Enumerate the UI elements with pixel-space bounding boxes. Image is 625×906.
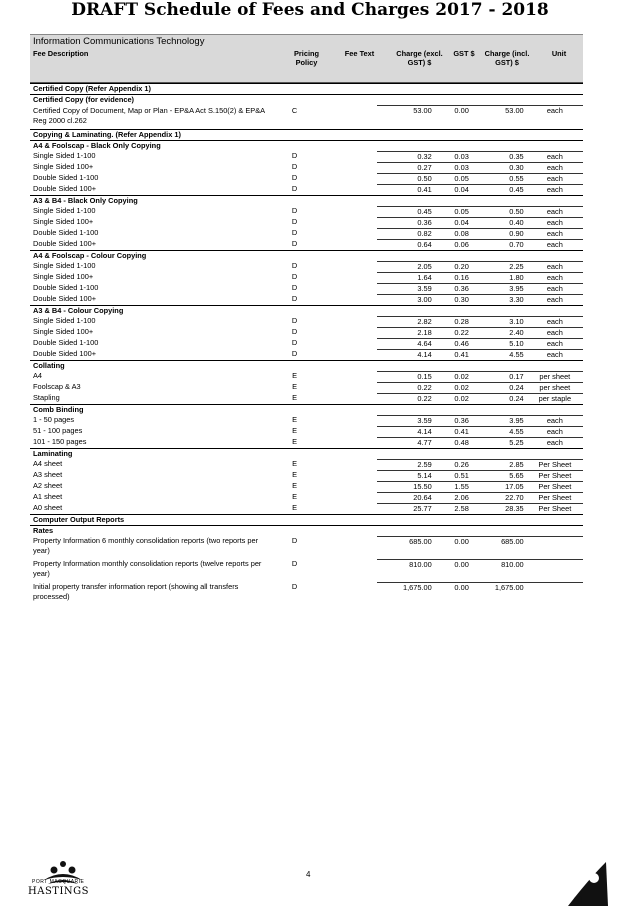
fee-text xyxy=(319,559,377,582)
charge-incl-gst: 1.80 xyxy=(472,272,527,283)
fee-row xyxy=(30,239,583,250)
charge-incl-gst: 0.70 xyxy=(472,239,527,250)
pricing-policy: D xyxy=(291,338,298,347)
charge-excl-gst: 685.00 xyxy=(377,536,435,559)
fee-row xyxy=(30,217,583,228)
charge-excl-gst: 0.15 xyxy=(377,371,435,382)
fee-text xyxy=(319,151,377,162)
charge-incl-gst: 810.00 xyxy=(472,559,527,582)
fee-description: Single Sided 100+ xyxy=(33,217,94,226)
subgroup-heading-row xyxy=(30,525,583,536)
unit: each xyxy=(527,437,583,448)
fee-text xyxy=(319,503,377,514)
fee-text xyxy=(319,481,377,492)
charge-excl-gst: 1,675.00 xyxy=(377,582,435,605)
charge-incl-gst: 1,675.00 xyxy=(472,582,527,605)
fee-text xyxy=(319,459,377,470)
fee-row xyxy=(30,536,583,559)
fee-description: Single Sided 1-100 xyxy=(33,151,96,160)
charge-excl-gst: 4.64 xyxy=(377,338,435,349)
pricing-policy: E xyxy=(292,382,298,391)
gst-amount: 0.02 xyxy=(435,393,472,404)
pricing-policy: D xyxy=(291,349,298,358)
charge-incl-gst: 53.00 xyxy=(472,106,527,130)
fee-text xyxy=(319,261,377,272)
fee-text xyxy=(319,371,377,382)
charge-excl-gst: 0.27 xyxy=(377,162,435,173)
fee-text xyxy=(319,327,377,338)
subgroup-heading-row xyxy=(30,360,583,371)
pricing-policy: D xyxy=(291,206,298,215)
unit: each xyxy=(527,415,583,426)
charge-excl-gst: 15.50 xyxy=(377,481,435,492)
fee-text xyxy=(319,184,377,195)
fee-description: Single Sided 100+ xyxy=(33,327,94,336)
fee-description: Foolscap & A3 xyxy=(33,382,81,391)
col-feetext-header: Fee Text xyxy=(344,49,375,58)
charge-excl-gst: 3.59 xyxy=(377,415,435,426)
fee-description: Stapling xyxy=(33,393,60,402)
fee-description: Property Information monthly consolidation reports (twelve reports per year) xyxy=(33,559,262,578)
charge-excl-gst: 0.22 xyxy=(377,382,435,393)
gst-amount: 0.03 xyxy=(435,162,472,173)
gst-amount: 2.06 xyxy=(435,492,472,503)
fee-description: A1 sheet xyxy=(33,492,63,501)
fee-description: A3 sheet xyxy=(33,470,63,479)
unit xyxy=(527,536,583,559)
fee-text xyxy=(319,162,377,173)
fee-description: Double Sided 100+ xyxy=(33,184,97,193)
gst-amount: 0.04 xyxy=(435,217,472,228)
unit: Per Sheet xyxy=(527,481,583,492)
fee-description: 1 - 50 pages xyxy=(33,415,75,424)
fee-text xyxy=(319,272,377,283)
col-excl-header: Charge (excl. GST) $ xyxy=(396,49,443,67)
pricing-policy: D xyxy=(291,173,298,182)
fee-text xyxy=(319,437,377,448)
charge-incl-gst: 3.95 xyxy=(472,415,527,426)
fee-description: A0 sheet xyxy=(33,503,63,512)
pricing-policy: D xyxy=(291,184,298,193)
fee-description: Single Sided 100+ xyxy=(33,162,94,171)
fee-text xyxy=(319,338,377,349)
fee-text xyxy=(319,173,377,184)
heading-label: Rates xyxy=(30,525,583,536)
fee-description: Initial property transfer information report (showing all transfers processed) xyxy=(33,582,239,601)
fee-row xyxy=(30,283,583,294)
gst-amount: 0.51 xyxy=(435,470,472,481)
section-title: Information Communications Technology xyxy=(30,34,583,48)
charge-excl-gst: 5.14 xyxy=(377,470,435,481)
fee-row xyxy=(30,459,583,470)
charge-excl-gst: 0.45 xyxy=(377,206,435,217)
pricing-policy: D xyxy=(291,261,298,270)
charge-incl-gst: 4.55 xyxy=(472,426,527,437)
charge-excl-gst: 0.50 xyxy=(377,173,435,184)
charge-excl-gst: 2.18 xyxy=(377,327,435,338)
gst-amount: 0.05 xyxy=(435,206,472,217)
heading-label: Computer Output Reports xyxy=(30,514,583,525)
charge-incl-gst: 17.05 xyxy=(472,481,527,492)
fee-text xyxy=(319,426,377,437)
fee-description: Double Sided 100+ xyxy=(33,349,97,358)
gst-amount: 0.03 xyxy=(435,151,472,162)
unit xyxy=(527,582,583,605)
subgroup-heading-row xyxy=(30,95,583,106)
group-heading-row xyxy=(30,129,583,140)
charge-incl-gst: 28.35 xyxy=(472,503,527,514)
fee-description: A2 sheet xyxy=(33,481,63,490)
charge-excl-gst: 0.32 xyxy=(377,151,435,162)
charge-incl-gst: 0.24 xyxy=(472,393,527,404)
charge-incl-gst: 0.30 xyxy=(472,162,527,173)
charge-incl-gst: 2.40 xyxy=(472,327,527,338)
charge-excl-gst: 1.64 xyxy=(377,272,435,283)
fee-row xyxy=(30,382,583,393)
fee-text xyxy=(319,349,377,360)
charge-incl-gst: 3.95 xyxy=(472,283,527,294)
pricing-policy: D xyxy=(291,217,298,226)
pricing-policy: D xyxy=(291,327,298,336)
gst-amount: 0.02 xyxy=(435,371,472,382)
fee-text xyxy=(319,316,377,327)
fee-description: Single Sided 1-100 xyxy=(33,206,96,215)
charge-incl-gst: 3.30 xyxy=(472,294,527,305)
charge-excl-gst: 2.05 xyxy=(377,261,435,272)
col-incl-header: Charge (incl. GST) $ xyxy=(484,49,530,67)
fee-text xyxy=(319,283,377,294)
charge-excl-gst: 3.00 xyxy=(377,294,435,305)
pricing-policy: E xyxy=(292,371,298,380)
charge-incl-gst: 0.35 xyxy=(472,151,527,162)
fee-text xyxy=(319,206,377,217)
gst-amount: 0.36 xyxy=(435,415,472,426)
fee-row xyxy=(30,206,583,217)
gst-amount: 0.26 xyxy=(435,459,472,470)
charge-excl-gst: 0.41 xyxy=(377,184,435,195)
unit: per sheet xyxy=(527,382,583,393)
gst-amount: 0.20 xyxy=(435,261,472,272)
unit: each xyxy=(527,184,583,195)
gst-amount: 0.00 xyxy=(435,106,472,130)
fee-row xyxy=(30,228,583,239)
fee-row xyxy=(30,393,583,404)
gst-amount: 0.06 xyxy=(435,239,472,250)
pricing-policy: D xyxy=(291,316,298,325)
heading-label: Comb Binding xyxy=(30,404,583,415)
charge-incl-gst: 4.55 xyxy=(472,349,527,360)
unit: each xyxy=(527,228,583,239)
unit: each xyxy=(527,217,583,228)
pricing-policy: E xyxy=(292,393,298,402)
fee-description: Double Sided 1-100 xyxy=(33,228,99,237)
col-policy-header: Pricing Policy xyxy=(293,49,320,67)
charge-incl-gst: 5.10 xyxy=(472,338,527,349)
unit: Per Sheet xyxy=(527,459,583,470)
unit: each xyxy=(527,162,583,173)
unit: each xyxy=(527,261,583,272)
subgroup-heading-row xyxy=(30,195,583,206)
charge-incl-gst: 2.25 xyxy=(472,261,527,272)
heading-label: Certified Copy (Refer Appendix 1) xyxy=(30,84,583,95)
subgroup-heading-row xyxy=(30,448,583,459)
heading-label: Laminating xyxy=(30,448,583,459)
charge-excl-gst: 0.22 xyxy=(377,393,435,404)
charge-excl-gst: 20.64 xyxy=(377,492,435,503)
fee-table xyxy=(30,83,583,605)
gst-amount: 0.41 xyxy=(435,426,472,437)
unit xyxy=(527,559,583,582)
subgroup-heading-row xyxy=(30,250,583,261)
pricing-policy: D xyxy=(291,162,298,171)
pricing-policy: D xyxy=(291,582,298,591)
unit: each xyxy=(527,106,583,130)
page-number: 4 xyxy=(306,870,311,879)
pricing-policy: E xyxy=(292,426,298,435)
charge-incl-gst: 2.85 xyxy=(472,459,527,470)
fee-row xyxy=(30,481,583,492)
fee-text xyxy=(319,470,377,481)
pricing-policy: D xyxy=(291,283,298,292)
pricing-policy: D xyxy=(291,294,298,303)
fee-text xyxy=(319,492,377,503)
fee-row xyxy=(30,184,583,195)
fee-row xyxy=(30,492,583,503)
fee-row xyxy=(30,327,583,338)
fee-row xyxy=(30,272,583,283)
fee-description: Single Sided 1-100 xyxy=(33,316,96,325)
pricing-policy: E xyxy=(292,437,298,446)
gst-amount: 2.58 xyxy=(435,503,472,514)
unit: each xyxy=(527,283,583,294)
charge-incl-gst: 0.90 xyxy=(472,228,527,239)
fee-description: Double Sided 100+ xyxy=(33,294,97,303)
charge-incl-gst: 0.40 xyxy=(472,217,527,228)
corner-decoration-icon xyxy=(548,860,608,906)
gst-amount: 0.48 xyxy=(435,437,472,448)
fee-description: Double Sided 1-100 xyxy=(33,338,99,347)
col-gst-header: GST $ xyxy=(453,49,475,58)
fee-row xyxy=(30,470,583,481)
fee-row xyxy=(30,559,583,582)
heading-label: A4 & Foolscap - Colour Copying xyxy=(30,250,583,261)
logo-small-text: PORT MACQUARIE xyxy=(32,879,85,885)
fee-description: Double Sided 1-100 xyxy=(33,283,99,292)
fee-row xyxy=(30,437,583,448)
gst-amount: 1.55 xyxy=(435,481,472,492)
charge-incl-gst: 0.45 xyxy=(472,184,527,195)
fee-row xyxy=(30,503,583,514)
charge-excl-gst: 2.82 xyxy=(377,316,435,327)
fee-row xyxy=(30,106,583,130)
unit: each xyxy=(527,349,583,360)
logo-name-text: HASTINGS xyxy=(28,886,90,897)
fee-description: 51 - 100 pages xyxy=(33,426,83,435)
fee-description: Single Sided 100+ xyxy=(33,272,94,281)
fee-row xyxy=(30,294,583,305)
unit: each xyxy=(527,173,583,184)
gst-amount: 0.00 xyxy=(435,582,472,605)
charge-incl-gst: 5.65 xyxy=(472,470,527,481)
charge-excl-gst: 0.36 xyxy=(377,217,435,228)
charge-excl-gst: 3.59 xyxy=(377,283,435,294)
fee-description: Double Sided 1-100 xyxy=(33,173,99,182)
pricing-policy: E xyxy=(292,481,298,490)
charge-excl-gst: 810.00 xyxy=(377,559,435,582)
charge-incl-gst: 3.10 xyxy=(472,316,527,327)
gst-amount: 0.05 xyxy=(435,173,472,184)
fee-description: Certified Copy of Document, Map or Plan - EP&A Act S.150(2) & EP&A Reg 2000 cl.262 xyxy=(33,105,265,125)
charge-excl-gst: 2.59 xyxy=(377,459,435,470)
unit: each xyxy=(527,338,583,349)
unit: each xyxy=(527,316,583,327)
fee-text xyxy=(319,106,377,130)
gst-amount: 0.00 xyxy=(435,536,472,559)
fee-text xyxy=(319,239,377,250)
fee-text xyxy=(319,382,377,393)
fee-row xyxy=(30,426,583,437)
charge-excl-gst: 0.64 xyxy=(377,239,435,250)
fee-row xyxy=(30,261,583,272)
pricing-policy: E xyxy=(292,459,298,468)
col-unit-header: Unit xyxy=(551,49,567,58)
fee-description: Double Sided 100+ xyxy=(33,239,97,248)
charge-excl-gst: 4.77 xyxy=(377,437,435,448)
fee-row xyxy=(30,316,583,327)
fee-text xyxy=(319,294,377,305)
fee-row xyxy=(30,582,583,605)
charge-incl-gst: 685.00 xyxy=(472,536,527,559)
unit: each xyxy=(527,327,583,338)
subgroup-heading-row xyxy=(30,404,583,415)
fee-row xyxy=(30,151,583,162)
col-desc-header: Fee Description xyxy=(33,49,89,58)
group-heading-row xyxy=(30,84,583,95)
gst-amount: 0.22 xyxy=(435,327,472,338)
fee-row xyxy=(30,349,583,360)
charge-incl-gst: 0.55 xyxy=(472,173,527,184)
fee-description: A4 sheet xyxy=(33,459,63,468)
charge-incl-gst: 5.25 xyxy=(472,437,527,448)
gst-amount: 0.28 xyxy=(435,316,472,327)
charge-excl-gst: 4.14 xyxy=(377,426,435,437)
heading-label: A3 & B4 - Colour Copying xyxy=(30,305,583,316)
unit: each xyxy=(527,426,583,437)
subgroup-heading-row xyxy=(30,305,583,316)
pricing-policy: E xyxy=(292,492,298,501)
pricing-policy: D xyxy=(291,228,298,237)
charge-incl-gst: 0.50 xyxy=(472,206,527,217)
fee-text xyxy=(319,228,377,239)
pricing-policy: D xyxy=(291,151,298,160)
fee-row xyxy=(30,371,583,382)
fee-text xyxy=(319,536,377,559)
fee-row xyxy=(30,338,583,349)
heading-label: Copying & Laminating. (Refer Appendix 1) xyxy=(30,129,583,140)
gst-amount: 0.16 xyxy=(435,272,472,283)
gst-amount: 0.36 xyxy=(435,283,472,294)
fee-row xyxy=(30,173,583,184)
pricing-policy: E xyxy=(292,470,298,479)
unit: each xyxy=(527,294,583,305)
unit: per staple xyxy=(527,393,583,404)
charge-excl-gst: 25.77 xyxy=(377,503,435,514)
column-header-row xyxy=(30,48,583,83)
fee-text xyxy=(319,582,377,605)
pricing-policy: D xyxy=(291,559,298,568)
group-heading-row xyxy=(30,514,583,525)
unit: Per Sheet xyxy=(527,470,583,481)
pricing-policy: D xyxy=(291,272,298,281)
unit: each xyxy=(527,272,583,283)
unit: each xyxy=(527,239,583,250)
fee-section xyxy=(30,34,583,605)
charge-incl-gst: 22.70 xyxy=(472,492,527,503)
fee-description: Property Information 6 monthly consolidation reports (two reports per year) xyxy=(33,536,259,555)
gst-amount: 0.30 xyxy=(435,294,472,305)
gst-amount: 0.02 xyxy=(435,382,472,393)
gst-amount: 0.41 xyxy=(435,349,472,360)
unit: per sheet xyxy=(527,371,583,382)
fee-text xyxy=(319,393,377,404)
unit: Per Sheet xyxy=(527,503,583,514)
page-title: DRAFT Schedule of Fees and Charges 2017 - 2018 xyxy=(71,0,549,20)
fee-description: 101 - 150 pages xyxy=(33,437,87,446)
fee-row xyxy=(30,162,583,173)
fee-text xyxy=(319,217,377,228)
subgroup-heading-row xyxy=(30,140,583,151)
heading-label: Collating xyxy=(30,360,583,371)
fee-text xyxy=(319,415,377,426)
charge-incl-gst: 0.24 xyxy=(472,382,527,393)
fee-row xyxy=(30,415,583,426)
heading-label: A3 & B4 - Black Only Copying xyxy=(30,195,583,206)
gst-amount: 0.04 xyxy=(435,184,472,195)
gst-amount: 0.46 xyxy=(435,338,472,349)
unit: each xyxy=(527,206,583,217)
heading-label: Certified Copy (for evidence) xyxy=(30,95,583,106)
unit: Per Sheet xyxy=(527,492,583,503)
pricing-policy: D xyxy=(291,239,298,248)
charge-excl-gst: 53.00 xyxy=(377,106,435,130)
charge-incl-gst: 0.17 xyxy=(472,371,527,382)
heading-label: A4 & Foolscap - Black Only Copying xyxy=(30,140,583,151)
gst-amount: 0.00 xyxy=(435,559,472,582)
pricing-policy: D xyxy=(291,536,298,545)
fee-description: A4 xyxy=(33,371,43,380)
pricing-policy: E xyxy=(292,415,298,424)
pricing-policy: C xyxy=(291,105,298,115)
charge-excl-gst: 0.82 xyxy=(377,228,435,239)
charge-excl-gst: 4.14 xyxy=(377,349,435,360)
pricing-policy: E xyxy=(292,503,298,512)
gst-amount: 0.08 xyxy=(435,228,472,239)
unit: each xyxy=(527,151,583,162)
fee-description: Single Sided 1-100 xyxy=(33,261,96,270)
